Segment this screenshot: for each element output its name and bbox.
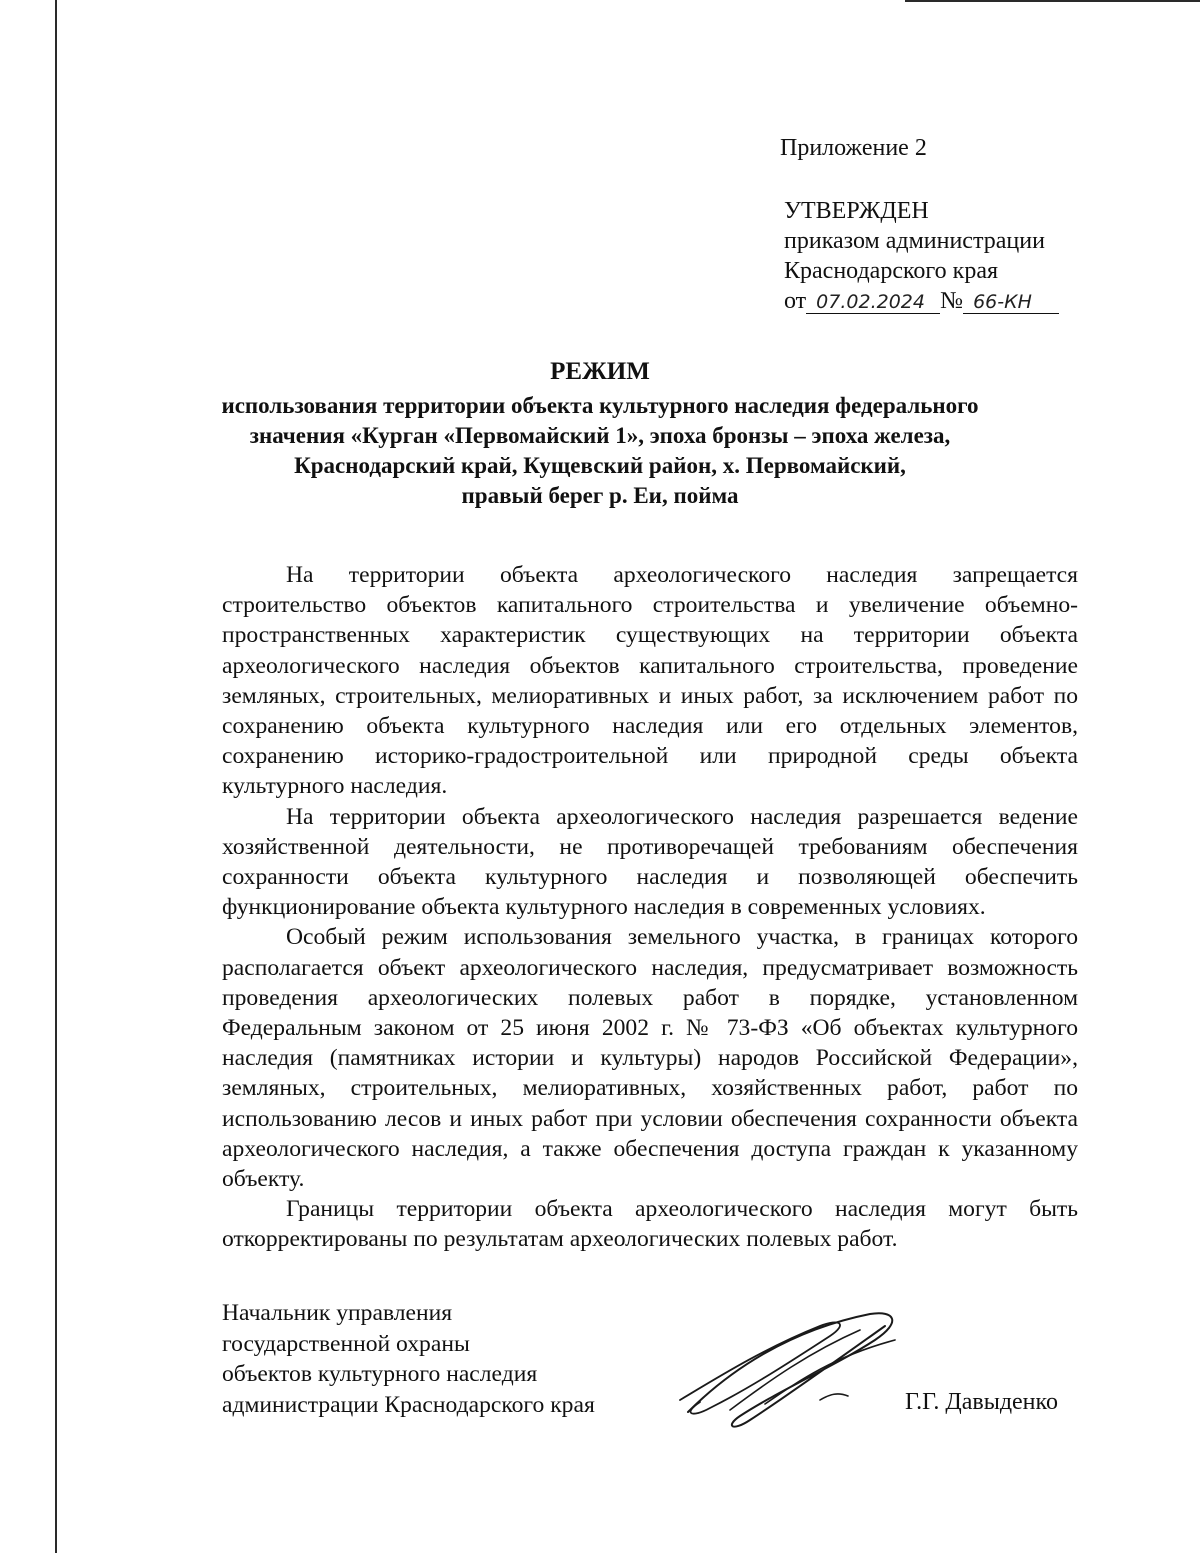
position-line: объектов культурного наследия: [222, 1361, 538, 1387]
number-prefix: №: [940, 288, 964, 314]
scan-edge-top: [905, 0, 1200, 2]
subtitle-line: использования территории объекта культурного наследия федерального: [221, 393, 979, 418]
body-paragraph: Особый режим использования земельного участка, в границах которого располагается объект археологического наследия, предусматривает возможность проведения археологических полевых работ в порядке, установленном Федеральным законом от 25 июня 2002 г. № 73-ФЗ «Об объектах культурного наследия (памятниках истории и культуры) народов Российской Федерации», земляных, строительных, мелиоративных, хозяйственных работ, работ по использованию лесов и иных работ при условии обеспечения сохранности объекта археологического наследия, а также обеспечения доступа граждан к указанному объекту.: [222, 924, 1078, 1193]
position-line: Начальник управления: [222, 1300, 453, 1326]
signer-name: Г.Г. Давыденко: [905, 1389, 1058, 1415]
approval-status: УТВЕРЖДЕН: [784, 198, 929, 224]
approval-line-2: Краснодарского края: [784, 258, 999, 284]
approval-date-line: [784, 286, 1059, 316]
subtitle-line: правый берег р. Еи, пойма: [461, 483, 739, 508]
handwritten-date: 07.02.2024: [806, 291, 940, 314]
signature-position: [222, 1298, 595, 1420]
position-line: государственной охраны: [222, 1330, 470, 1357]
document-title: РЕЖИМ: [550, 358, 650, 385]
appendix-label: Приложение 2: [780, 135, 927, 161]
body-paragraph: Границы территории объекта археологического наследия могут быть откорректированы по результатам археологических полевых работ.: [222, 1196, 1078, 1253]
body-paragraph: На территории объекта археологического наследия разрешается ведение хозяйственной деятельности, не противоречащей требованиям обеспечения сохранности объекта культурного наследия и позволяющей обеспечить функционирование объекта культурного наследия в современных условиях.: [222, 803, 1078, 921]
date-prefix: от: [784, 288, 807, 314]
document-body: [222, 560, 1078, 1255]
handwritten-signature: [670, 1300, 910, 1440]
body-paragraph: На территории объекта археологического наследия запрещается строительство объектов капитального строительства и увеличение объемно-пространственных характеристик существующих на территории объекта археологического наследия объектов капитального строительства, проведение земляных, строительных, мелиоративных и иных работ, за исключением работ по сохранению объекта культурного наследия или его отдельных элементов, сохранению историко-градостроительной или природной среды объекта культурного наследия.: [222, 562, 1078, 800]
subtitle-line: Краснодарский край, Кущевский район, х. Первомайский,: [294, 453, 906, 478]
document-heading: [150, 355, 1050, 511]
subtitle-line: значения «Курган «Первомайский 1», эпоха бронзы – эпоха железа,: [249, 423, 951, 448]
approval-block: [784, 196, 1059, 316]
scan-edge-left: [55, 0, 57, 1553]
position-line: администрации Краснодарского края: [222, 1391, 595, 1418]
handwritten-number: 66-КН: [963, 291, 1059, 314]
approval-line-1: приказом администрации: [784, 228, 1045, 254]
